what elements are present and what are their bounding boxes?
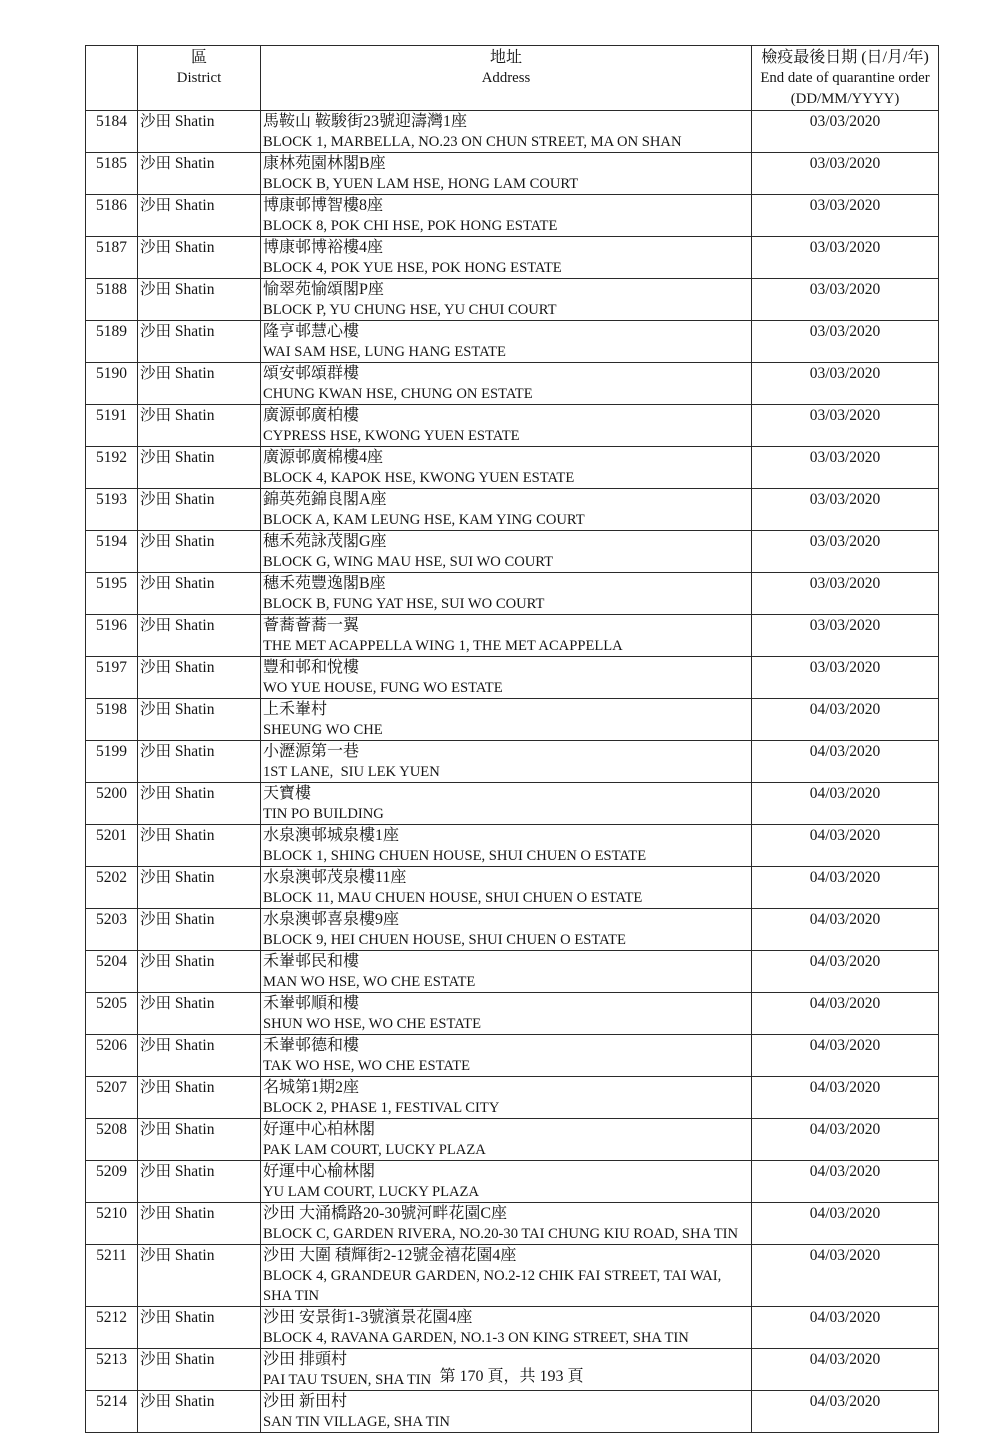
end-date-cell: 03/03/2020 [752, 195, 939, 237]
address-cell [261, 867, 752, 909]
table-row [86, 531, 939, 573]
header-address-en: Address [481, 70, 531, 86]
row-number: 5201 [86, 825, 138, 867]
page-number-footer: 第 170 頁，共 193 頁 [439, 1368, 584, 1385]
address-english: TAK WO HSE, WO CHE ESTATE [263, 1058, 471, 1074]
row-number: 5199 [86, 741, 138, 783]
address-cell [261, 1245, 752, 1307]
end-date-cell: 04/03/2020 [752, 993, 939, 1035]
district-cell: 沙田 Shatin [138, 615, 261, 657]
table-row [86, 321, 939, 363]
address-cell [261, 783, 752, 825]
district-cell: 沙田 Shatin [138, 1161, 261, 1203]
district-cell: 沙田 Shatin [138, 1391, 261, 1433]
table-row [86, 993, 939, 1035]
address-english: BLOCK 8, POK CHI HSE, POK HONG ESTATE [263, 218, 558, 234]
row-number: 5207 [86, 1077, 138, 1119]
address-english: BLOCK G, WING MAU HSE, SUI WO COURT [263, 554, 554, 570]
row-number: 5184 [86, 111, 138, 153]
address-english: BLOCK 4, GRANDEUR GARDEN, NO.2-12 CHIK FAI STREET, TAI WAI, SHA TIN [263, 1268, 725, 1304]
address-chinese: 隆亨邨慧心樓 [263, 323, 360, 340]
district-cell: 沙田 Shatin [138, 741, 261, 783]
end-date-cell: 04/03/2020 [752, 1119, 939, 1161]
row-number: 5194 [86, 531, 138, 573]
end-date-cell: 04/03/2020 [752, 1161, 939, 1203]
address-chinese: 天寶樓 [263, 785, 312, 802]
district-cell: 沙田 Shatin [138, 489, 261, 531]
address-english: 1ST LANE, SIU LEK YUEN [263, 764, 440, 780]
address-chinese: 豐和邨和悅樓 [263, 659, 360, 676]
address-cell [261, 405, 752, 447]
address-cell [261, 489, 752, 531]
end-date-cell: 04/03/2020 [752, 699, 939, 741]
district-cell: 沙田 Shatin [138, 783, 261, 825]
table-row [86, 867, 939, 909]
end-date-cell: 04/03/2020 [752, 951, 939, 993]
district-cell: 沙田 Shatin [138, 279, 261, 321]
table-header-row [86, 46, 939, 111]
address-chinese: 廣源邨廣棉樓4座 [263, 449, 384, 466]
row-number: 5202 [86, 867, 138, 909]
address-english: BLOCK 1, MARBELLA, NO.23 ON CHUN STREET, MA ON SHAN [263, 134, 682, 150]
table-row [86, 1035, 939, 1077]
row-number: 5190 [86, 363, 138, 405]
address-chinese: 水泉澳邨茂泉樓11座 [263, 869, 407, 886]
address-cell [261, 1161, 752, 1203]
address-cell [261, 657, 752, 699]
address-chinese: 沙田 新田村 [263, 1393, 348, 1410]
table-row [86, 195, 939, 237]
address-english: BLOCK 2, PHASE 1, FESTIVAL CITY [263, 1100, 500, 1116]
address-cell [261, 111, 752, 153]
address-chinese: 愉翠苑愉頌閣P座 [263, 281, 384, 298]
address-cell [261, 153, 752, 195]
row-number: 5197 [86, 657, 138, 699]
district-cell: 沙田 Shatin [138, 825, 261, 867]
end-date-cell: 03/03/2020 [752, 237, 939, 279]
end-date-cell: 03/03/2020 [752, 447, 939, 489]
address-english: BLOCK P, YU CHUNG HSE, YU CHUI COURT [263, 302, 557, 318]
end-date-cell: 04/03/2020 [752, 1035, 939, 1077]
address-english: BLOCK 1, SHING CHUEN HOUSE, SHUI CHUEN O ESTATE [263, 848, 647, 864]
end-date-cell: 04/03/2020 [752, 1349, 939, 1391]
table-row [86, 951, 939, 993]
address-cell [261, 699, 752, 741]
address-english: SAN TIN VILLAGE, SHA TIN [263, 1414, 450, 1430]
end-date-cell: 04/03/2020 [752, 1077, 939, 1119]
row-number: 5210 [86, 1203, 138, 1245]
address-english: BLOCK 4, KAPOK HSE, KWONG YUEN ESTATE [263, 470, 575, 486]
address-cell [261, 237, 752, 279]
address-chinese: 沙田 大涌橋路20-30號河畔花園C座 [263, 1205, 508, 1222]
address-chinese: 好運中心柏林閣 [263, 1121, 376, 1138]
end-date-cell: 04/03/2020 [752, 783, 939, 825]
district-cell: 沙田 Shatin [138, 1035, 261, 1077]
row-number: 5209 [86, 1161, 138, 1203]
district-cell: 沙田 Shatin [138, 951, 261, 993]
address-english: BLOCK 4, POK YUE HSE, POK HONG ESTATE [263, 260, 562, 276]
address-english: SHUN WO HSE, WO CHE ESTATE [263, 1016, 482, 1032]
end-date-cell: 03/03/2020 [752, 153, 939, 195]
address-english: PAI TAU TSUEN, SHA TIN [263, 1372, 432, 1388]
district-cell: 沙田 Shatin [138, 363, 261, 405]
address-english: TIN PO BUILDING [263, 806, 384, 822]
address-chinese: 頌安邨頌群樓 [263, 365, 360, 382]
address-cell [261, 1035, 752, 1077]
address-cell [261, 1391, 752, 1433]
end-date-cell: 03/03/2020 [752, 657, 939, 699]
address-cell [261, 1119, 752, 1161]
table-row [86, 783, 939, 825]
address-english: BLOCK B, YUEN LAM HSE, HONG LAM COURT [263, 176, 579, 192]
table-row [86, 1077, 939, 1119]
table-row [86, 153, 939, 195]
address-cell [261, 447, 752, 489]
row-number: 5214 [86, 1391, 138, 1433]
row-number: 5193 [86, 489, 138, 531]
address-chinese: 博康邨博智樓8座 [263, 197, 384, 214]
row-number: 5192 [86, 447, 138, 489]
end-date-cell: 04/03/2020 [752, 825, 939, 867]
address-cell [261, 825, 752, 867]
row-number: 5213 [86, 1349, 138, 1391]
address-chinese: 水泉澳邨喜泉樓9座 [263, 911, 400, 928]
address-english: WAI SAM HSE, LUNG HANG ESTATE [263, 344, 506, 360]
address-cell [261, 321, 752, 363]
table-row [86, 909, 939, 951]
table-row [86, 363, 939, 405]
district-cell: 沙田 Shatin [138, 153, 261, 195]
end-date-cell: 03/03/2020 [752, 321, 939, 363]
address-english: MAN WO HSE, WO CHE ESTATE [263, 974, 476, 990]
address-cell [261, 993, 752, 1035]
address-english: PAK LAM COURT, LUCKY PLAZA [263, 1142, 486, 1158]
district-cell: 沙田 Shatin [138, 447, 261, 489]
end-date-cell: 04/03/2020 [752, 1391, 939, 1433]
address-cell [261, 951, 752, 993]
address-english: BLOCK B, FUNG YAT HSE, SUI WO COURT [263, 596, 545, 612]
address-chinese: 穗禾苑豐逸閣B座 [263, 575, 386, 592]
row-number: 5189 [86, 321, 138, 363]
address-cell [261, 741, 752, 783]
quarantine-orders-table [85, 45, 939, 1433]
address-cell [261, 195, 752, 237]
district-cell: 沙田 Shatin [138, 867, 261, 909]
end-date-cell: 04/03/2020 [752, 741, 939, 783]
address-chinese: 禾輋邨德和樓 [263, 1037, 360, 1054]
address-english: CYPRESS HSE, KWONG YUEN ESTATE [263, 428, 520, 444]
district-cell: 沙田 Shatin [138, 573, 261, 615]
end-date-cell: 04/03/2020 [752, 909, 939, 951]
header-row-number [86, 46, 138, 111]
district-cell: 沙田 Shatin [138, 321, 261, 363]
row-number: 5204 [86, 951, 138, 993]
table-row [86, 279, 939, 321]
table-row [86, 1161, 939, 1203]
address-chinese: 錦英苑錦良閣A座 [263, 491, 387, 508]
address-cell [261, 531, 752, 573]
district-cell: 沙田 Shatin [138, 531, 261, 573]
row-number: 5186 [86, 195, 138, 237]
district-cell: 沙田 Shatin [138, 1203, 261, 1245]
district-cell: 沙田 Shatin [138, 1077, 261, 1119]
address-cell [261, 1307, 752, 1349]
address-english: SHEUNG WO CHE [263, 722, 383, 738]
table-row [86, 699, 939, 741]
table-row [86, 1307, 939, 1349]
address-english: WO YUE HOUSE, FUNG WO ESTATE [263, 680, 503, 696]
end-date-cell: 03/03/2020 [752, 363, 939, 405]
table-row [86, 1245, 939, 1307]
address-chinese: 上禾輋村 [263, 701, 328, 718]
address-chinese: 沙田 安景街1-3號濱景花園4座 [263, 1309, 473, 1326]
address-chinese: 禾輋邨順和樓 [263, 995, 360, 1012]
end-date-cell: 03/03/2020 [752, 111, 939, 153]
row-number: 5212 [86, 1307, 138, 1349]
address-english: BLOCK A, KAM LEUNG HSE, KAM YING COURT [263, 512, 585, 528]
district-cell: 沙田 Shatin [138, 1119, 261, 1161]
end-date-cell: 04/03/2020 [752, 1307, 939, 1349]
district-cell: 沙田 Shatin [138, 195, 261, 237]
row-number: 5185 [86, 153, 138, 195]
header-district-zh: 區 [190, 49, 207, 66]
row-number: 5191 [86, 405, 138, 447]
row-number: 5195 [86, 573, 138, 615]
table-row [86, 111, 939, 153]
address-english: BLOCK C, GARDEN RIVERA, NO.20-30 TAI CHUNG KIU ROAD, SHA TIN [263, 1226, 739, 1242]
address-english: CHUNG KWAN HSE, CHUNG ON ESTATE [263, 386, 533, 402]
address-chinese: 水泉澳邨城泉樓1座 [263, 827, 400, 844]
address-english: BLOCK 9, HEI CHUEN HOUSE, SHUI CHUEN O ESTATE [263, 932, 626, 948]
address-chinese: 穗禾苑詠茂閣G座 [263, 533, 387, 550]
district-cell: 沙田 Shatin [138, 237, 261, 279]
address-cell [261, 615, 752, 657]
address-chinese: 馬鞍山 鞍駿街23號迎濤灣1座 [263, 113, 468, 130]
table-row [86, 741, 939, 783]
district-cell: 沙田 Shatin [138, 1349, 261, 1391]
address-cell [261, 1077, 752, 1119]
end-date-cell: 03/03/2020 [752, 531, 939, 573]
row-number: 5211 [86, 1245, 138, 1307]
row-number: 5205 [86, 993, 138, 1035]
header-end-date [752, 46, 939, 111]
address-chinese: 薈蕎薈蕎一翼 [263, 617, 360, 634]
address-cell [261, 363, 752, 405]
table-row [86, 1203, 939, 1245]
table-row [86, 237, 939, 279]
header-address-zh: 地址 [489, 49, 522, 66]
end-date-cell: 04/03/2020 [752, 1245, 939, 1307]
district-cell: 沙田 Shatin [138, 111, 261, 153]
header-district-en: District [176, 70, 222, 86]
address-cell [261, 279, 752, 321]
district-cell: 沙田 Shatin [138, 699, 261, 741]
header-district [138, 46, 261, 111]
end-date-cell: 03/03/2020 [752, 615, 939, 657]
table-row [86, 447, 939, 489]
table-row [86, 657, 939, 699]
end-date-cell: 03/03/2020 [752, 573, 939, 615]
header-address [261, 46, 752, 111]
address-cell [261, 1203, 752, 1245]
row-number: 5187 [86, 237, 138, 279]
address-chinese: 小瀝源第一巷 [263, 743, 360, 760]
address-chinese: 好運中心榆林閣 [263, 1163, 376, 1180]
district-cell: 沙田 Shatin [138, 657, 261, 699]
address-chinese: 沙田 排頭村 [263, 1351, 348, 1368]
district-cell: 沙田 Shatin [138, 1307, 261, 1349]
row-number: 5188 [86, 279, 138, 321]
table-body [86, 111, 939, 1433]
district-cell: 沙田 Shatin [138, 993, 261, 1035]
row-number: 5200 [86, 783, 138, 825]
address-english: THE MET ACAPPELLA WING 1, THE MET ACAPPELLA [263, 638, 623, 654]
end-date-cell: 03/03/2020 [752, 279, 939, 321]
address-english: BLOCK 11, MAU CHUEN HOUSE, SHUI CHUEN O ESTATE [263, 890, 643, 906]
district-cell: 沙田 Shatin [138, 1245, 261, 1307]
row-number: 5196 [86, 615, 138, 657]
header-end-date-zh: 檢疫最後日期 (日/月/年) [761, 49, 929, 66]
address-english: BLOCK 4, RAVANA GARDEN, NO.1-3 ON KING STREET, SHA TIN [263, 1330, 689, 1346]
header-end-date-en: End date of quarantine order [760, 70, 930, 86]
district-cell: 沙田 Shatin [138, 405, 261, 447]
table-row [86, 489, 939, 531]
address-english: YU LAM COURT, LUCKY PLAZA [263, 1184, 479, 1200]
header-end-date-format: (DD/MM/YYYY) [790, 91, 900, 107]
row-number: 5203 [86, 909, 138, 951]
address-chinese: 名城第1期2座 [263, 1079, 360, 1096]
table-row [86, 573, 939, 615]
address-chinese: 康林苑園林閣B座 [263, 155, 386, 172]
address-chinese: 廣源邨廣柏樓 [263, 407, 360, 424]
address-chinese: 沙田 大圍 積輝街2-12號金禧花園4座 [263, 1247, 517, 1264]
table-row [86, 405, 939, 447]
address-cell [261, 909, 752, 951]
row-number: 5208 [86, 1119, 138, 1161]
address-cell [261, 573, 752, 615]
table-row [86, 825, 939, 867]
end-date-cell: 03/03/2020 [752, 405, 939, 447]
table-row [86, 1119, 939, 1161]
table-row [86, 615, 939, 657]
district-cell: 沙田 Shatin [138, 909, 261, 951]
end-date-cell: 04/03/2020 [752, 867, 939, 909]
end-date-cell: 03/03/2020 [752, 489, 939, 531]
address-chinese: 禾輋邨民和樓 [263, 953, 360, 970]
row-number: 5198 [86, 699, 138, 741]
end-date-cell: 04/03/2020 [752, 1203, 939, 1245]
row-number: 5206 [86, 1035, 138, 1077]
address-chinese: 博康邨博裕樓4座 [263, 239, 384, 256]
table-row [86, 1391, 939, 1433]
